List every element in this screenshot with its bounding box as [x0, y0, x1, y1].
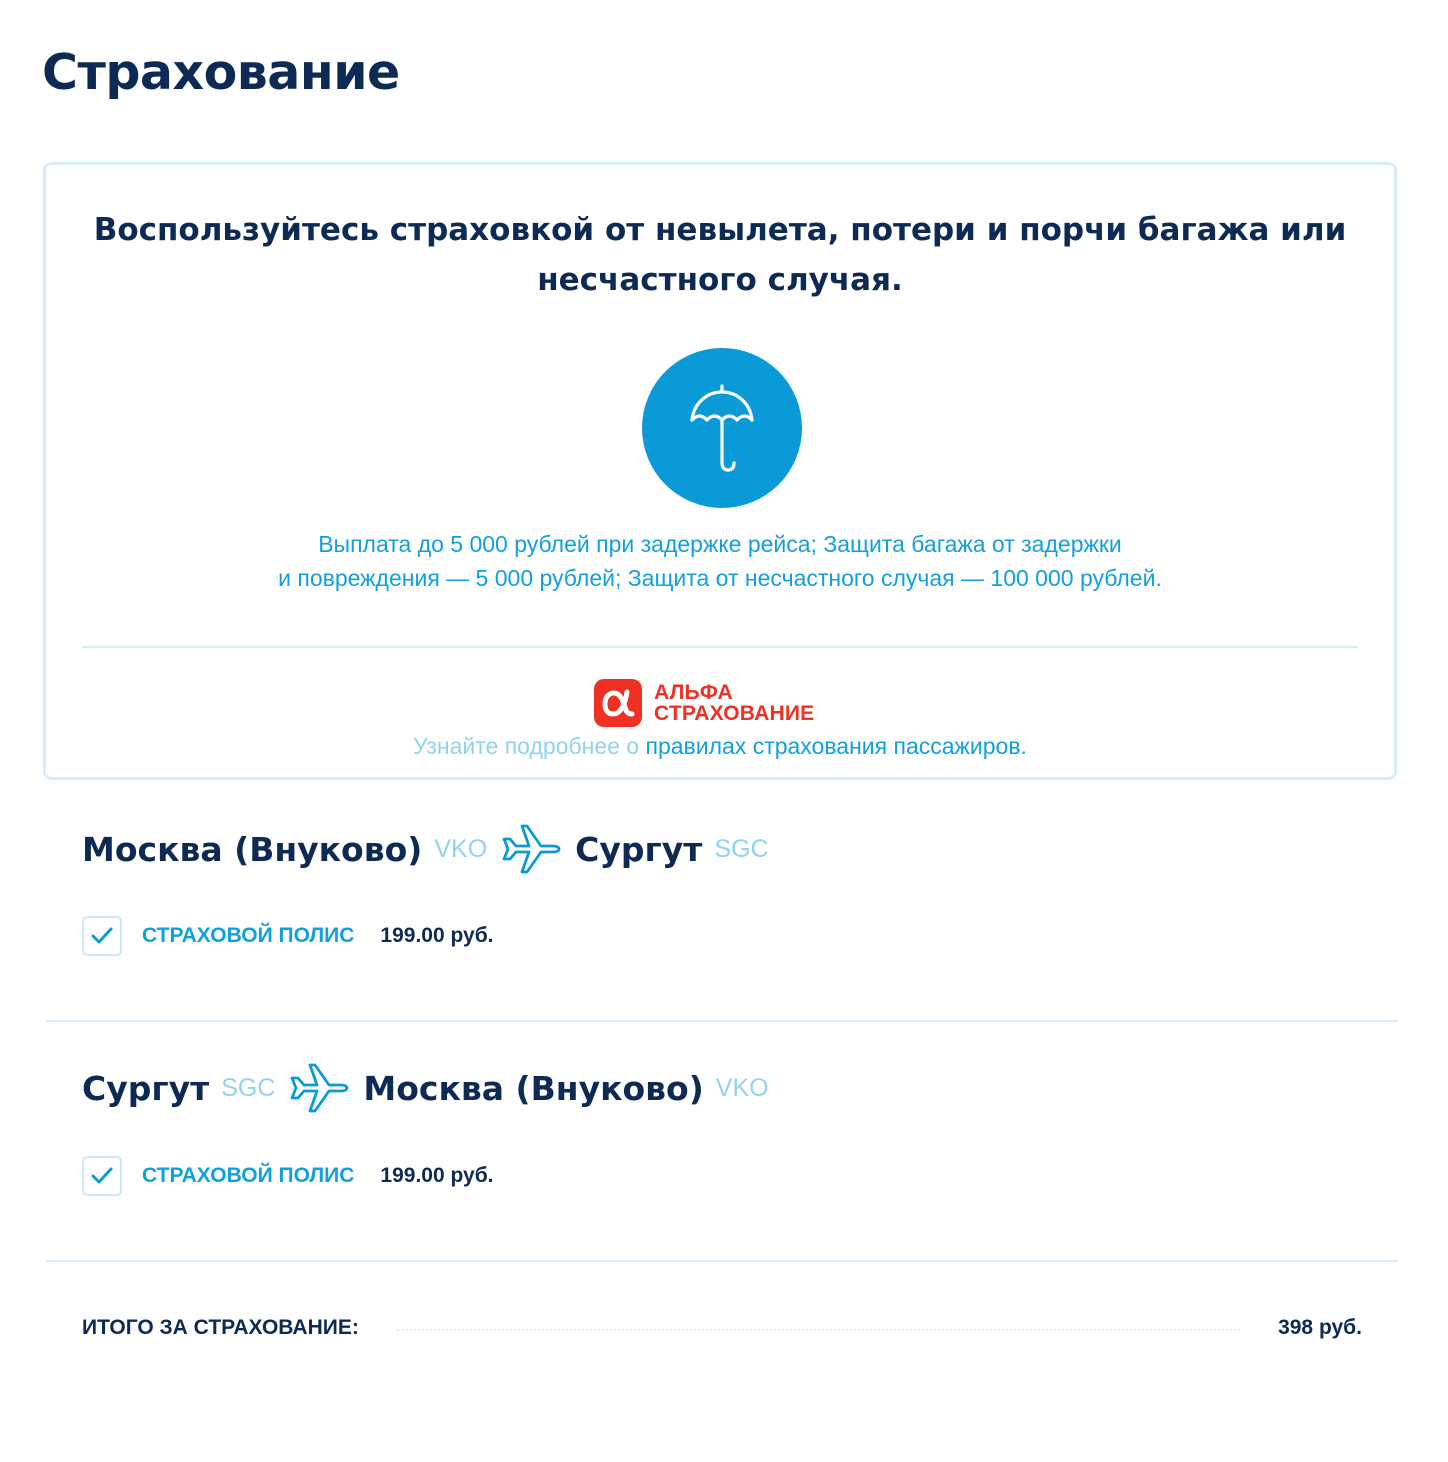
plane-icon	[501, 822, 561, 876]
policy-checkbox[interactable]	[82, 1156, 122, 1196]
alfa-insurance-logo	[594, 677, 814, 729]
rules-prefix: Узнайте подробнее о	[413, 733, 646, 759]
origin-code: VKO	[434, 834, 488, 863]
divider	[82, 646, 1358, 648]
policy-price: 199.00 руб.	[380, 924, 494, 947]
policy-checkbox[interactable]	[82, 916, 122, 956]
page-title: Страхование	[42, 44, 400, 101]
policy-price: 199.00 руб.	[380, 1164, 494, 1187]
insurer-name-line: АЛЬФА	[654, 681, 733, 704]
divider	[46, 1260, 1398, 1262]
policy-row	[82, 1156, 494, 1196]
insurer-name-line: СТРАХОВАНИЕ	[654, 702, 815, 725]
promo-headline-line: Воспользуйтесь страховкой от невылета, потери и порчи багажа или	[93, 212, 1347, 248]
destination-code: SGC	[714, 834, 769, 863]
destination-code: VKO	[715, 1073, 769, 1102]
plane-icon	[289, 1061, 349, 1115]
benefits-line: Выплата до 5 000 рублей при задержке рейса; Защита багажа от задержки	[318, 531, 1122, 557]
checkmark-icon	[90, 1166, 114, 1186]
insurance-promo-card	[43, 162, 1397, 780]
origin-city: Москва (Внуково)	[82, 829, 423, 869]
destination-city: Сургут	[575, 829, 703, 869]
promo-headline	[46, 205, 1394, 305]
policy-row	[82, 916, 494, 956]
benefits-line: и повреждения — 5 000 рублей; Защита от несчастного случая — 100 000 рублей.	[278, 565, 1162, 591]
insurer-name	[654, 682, 814, 724]
rules-line	[46, 733, 1394, 760]
checkmark-icon	[90, 926, 114, 946]
alpha-logo-icon	[594, 679, 642, 727]
policy-label: СТРАХОВОЙ ПОЛИС	[142, 1164, 355, 1187]
umbrella-icon	[642, 348, 802, 508]
origin-city: Сургут	[82, 1068, 210, 1108]
route-title	[82, 822, 769, 876]
dotted-leader	[397, 1329, 1240, 1331]
total-row	[82, 1316, 1362, 1340]
policy-label: СТРАХОВОЙ ПОЛИС	[142, 924, 355, 947]
total-label: ИТОГО ЗА СТРАХОВАНИЕ:	[82, 1316, 359, 1339]
total-value: 398 руб.	[1278, 1316, 1362, 1339]
benefits-text	[46, 527, 1394, 595]
promo-headline-line: несчастного случая.	[537, 262, 903, 298]
route-title	[82, 1061, 769, 1115]
divider	[46, 1020, 1398, 1022]
origin-code: SGC	[221, 1073, 276, 1102]
insurance-rules-link[interactable]: правилах страхования пассажиров.	[645, 733, 1027, 759]
destination-city: Москва (Внуково)	[363, 1068, 704, 1108]
